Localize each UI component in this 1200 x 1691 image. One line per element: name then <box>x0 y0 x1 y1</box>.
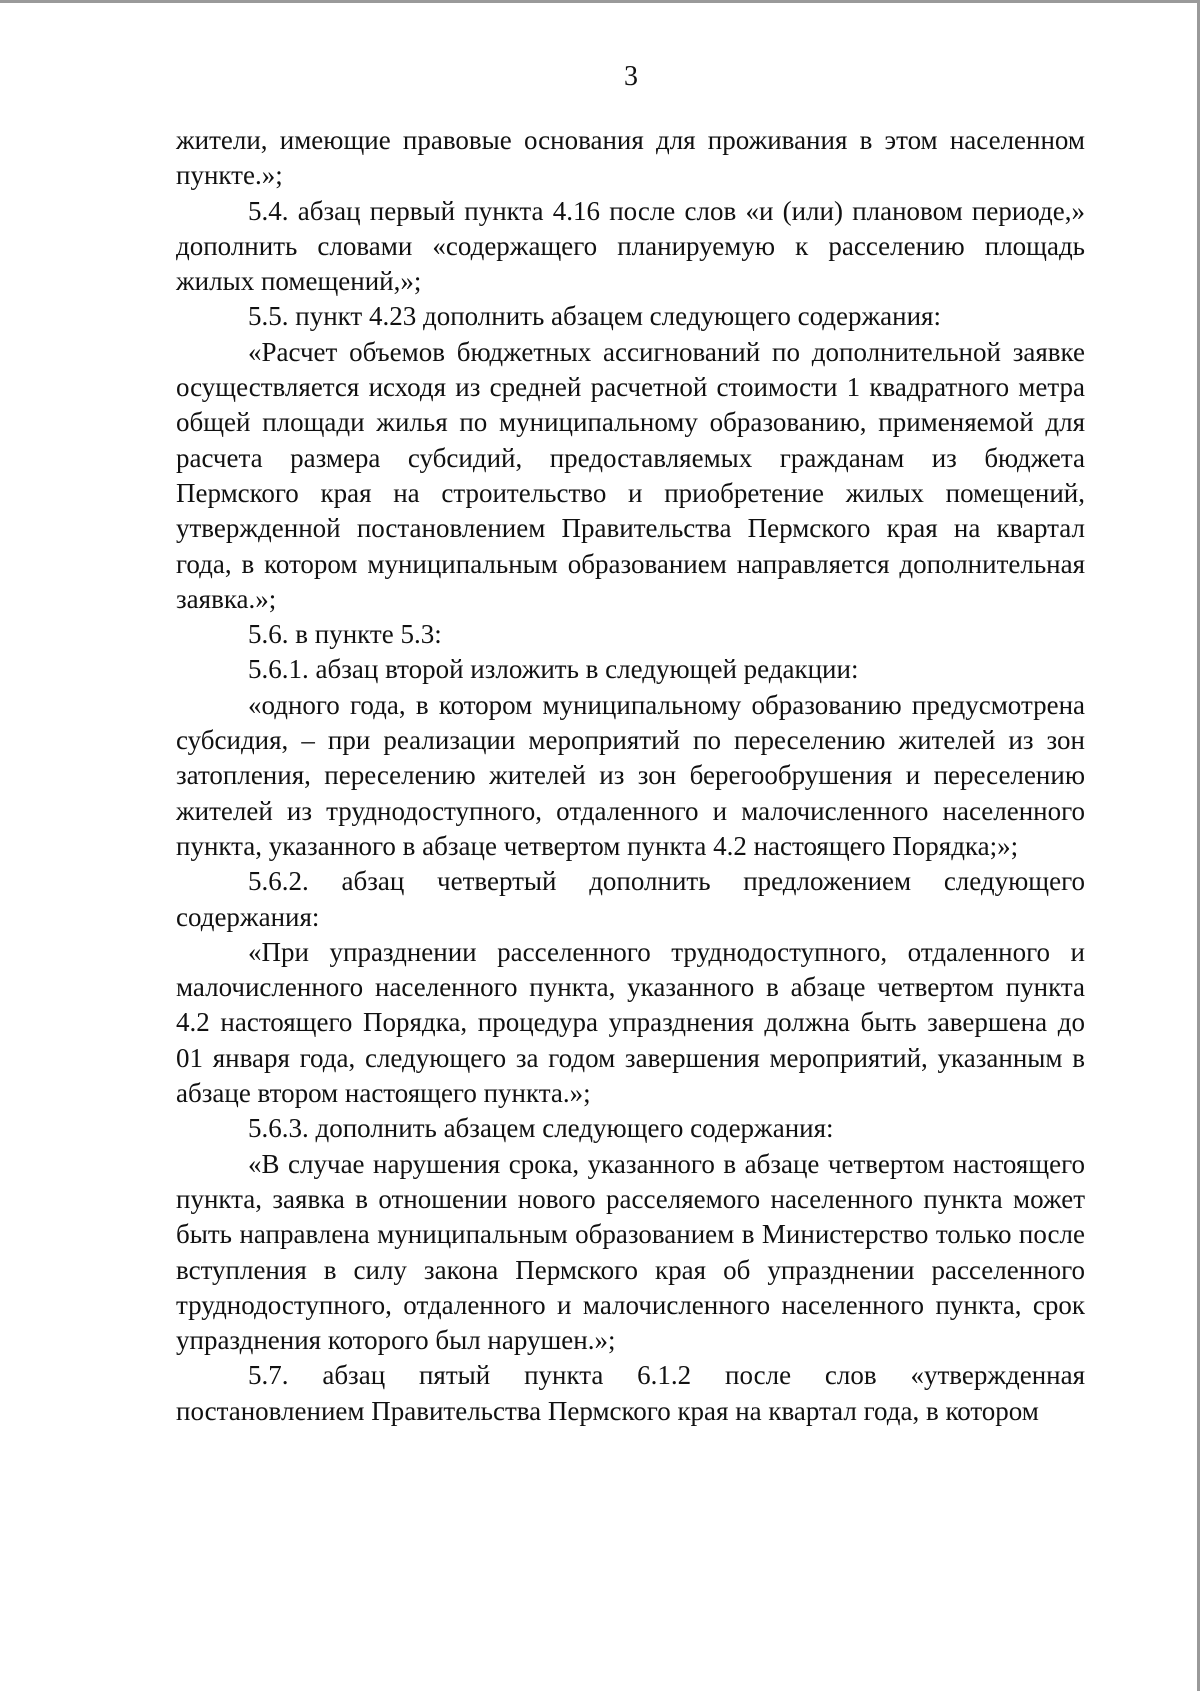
paragraph-abolition-quote: «При упразднении расселенного труднодоступного, отдаленного и малочисленного населенного пункта, указанного в абзаце четвертом пункта 4.2 настоящего Порядка, процедура упразднения должна быть завершена до 01 января года, следующего за годом завершения мероприятий, указанным в абзаце втором настоящего пункта.»; <box>176 936 1085 1109</box>
paragraph-violation-quote: «В случае нарушения срока, указанного в абзаце четвертом настоящего пункта, заявка в отношении нового расселяемого населенного пункта может быть направлена муниципальным образованием в Министерство только после вступления в силу закона Пермского края об упразднении расселенного труднодоступного, отдаленного и малочисленного населенного пункта, срок упразднения которого был нарушен.»; <box>176 1148 1085 1356</box>
paragraph-one-year-quote: «одного года, в котором муниципальному образованию предусмотрена субсидия, – при реализации мероприятий по переселению жителей из зон затопления, переселению жителей из зон берегообрушения и переселению жителей из труднодоступного, отдаленного и малочисленного населенного пункта, указанного в абзаце четвертом пункта 4.2 настоящего Порядка;»; <box>176 689 1085 861</box>
paragraph-5-6-2: 5.6.2. абзац четвертый дополнить предложением следующего содержания: <box>176 866 1085 932</box>
document-body <box>176 123 1085 1429</box>
paragraph-calculation-quote: «Расчет объемов бюджетных ассигнований по дополнительной заявке осуществляется исходя из средней расчетной стоимости 1 квадратного метра общей площади жилья по муниципальному образованию, применяемой для расчета размера субсидий, предоставляемых гражданам из бюджета Пермского края на строительство и приобретение жилых помещений, утвержденной постановлением Правительства Пермского края на квартал года, в котором муниципальным образованием направляется дополнительная заявка.»; <box>176 336 1085 614</box>
paragraph-5-4: 5.4. абзац первый пункта 4.16 после слов «и (или) плановом периоде,» дополнить словами «содержащего планируемую к расселению площадь жилых помещений,»; <box>176 195 1085 297</box>
paragraph-5-6-1: 5.6.1. абзац второй изложить в следующей редакции: <box>248 654 859 685</box>
paragraph-5-6-3: 5.6.3. дополнить абзацем следующего содержания: <box>248 1113 834 1144</box>
scan-edge-top <box>0 0 1200 3</box>
paragraph-5-6: 5.6. в пункте 5.3: <box>248 619 442 650</box>
page-number: 3 <box>624 61 638 92</box>
paragraph-5-7: 5.7. абзац пятый пункта 6.1.2 после слов «утвержденная постановлением Правительства Пермского края на квартал года, в котором <box>176 1360 1085 1426</box>
paragraph-1: жители, имеющие правовые основания для проживания в этом населенном пункте.»; <box>176 125 1085 191</box>
paragraph-5-5: 5.5. пункт 4.23 дополнить абзацем следующего содержания: <box>248 301 941 332</box>
